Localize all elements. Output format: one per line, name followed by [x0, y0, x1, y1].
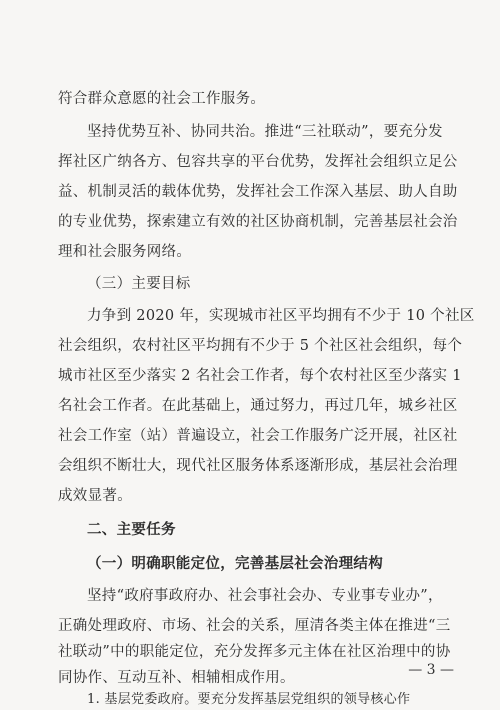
text-line: 益、机制灵活的载体优势，发挥社会工作深入基层、助人自助	[58, 184, 458, 200]
chapter-heading: 二、主要任务	[87, 521, 176, 538]
text-line: 会组织不断壮大，现代社区服务体系逐渐形成，基层社会治理	[58, 458, 458, 474]
text-line: 符合群众意愿的社会工作服务。	[58, 91, 266, 107]
text-line: 挥社区广纳各方、包容共享的平台优势，发挥社会组织立足公	[58, 154, 458, 170]
text-line: 同协作、互动互补、相辅相成作用。	[58, 670, 295, 686]
text-line: 名社会工作者。在此基础上，通过努力，再过几年，城乡社区	[58, 398, 458, 414]
text-line: 1. 基层党委政府。要充分发挥基层党组织的领导核心作	[87, 692, 411, 707]
subsection-heading: （一）明确职能定位，完善基层社会治理结构	[87, 555, 383, 572]
section-heading: （三）主要目标	[87, 276, 191, 292]
text-line: 社联动”中的职能定位，充分发挥多元主体在社区治理中的协	[58, 644, 451, 660]
text-line: 坚持优势互补、协同共治。推进“三社联动”，要充分发	[87, 124, 443, 140]
text-line: 力争到 2020 年，实现城市社区平均拥有不少于 10 个社区	[87, 308, 475, 324]
text-line: 社会组织，农村社区平均拥有不少于 5 个社区社会组织，每个	[58, 338, 463, 354]
text-line: 城市社区至少落实 2 名社会工作者，每个农村社区至少落实 1	[58, 368, 462, 384]
text-line: 成效显著。	[58, 488, 132, 504]
text-line: 正确处理政府、市场、社会的关系，厘清各类主体在推进“三	[58, 618, 451, 634]
text-line: 社会工作室（站）普遍设立，社会工作服务广泛开展，社区社	[58, 428, 458, 444]
text-line: 理和社会服务网络。	[58, 244, 192, 260]
text-line: 的专业优势，探索建立有效的社区协商机制，完善基层社会治	[58, 214, 458, 230]
page-number: — 3 —	[408, 662, 454, 678]
text-line: 坚持“政府事政府办、社会事社会办、专业事专业办”，	[87, 588, 443, 604]
